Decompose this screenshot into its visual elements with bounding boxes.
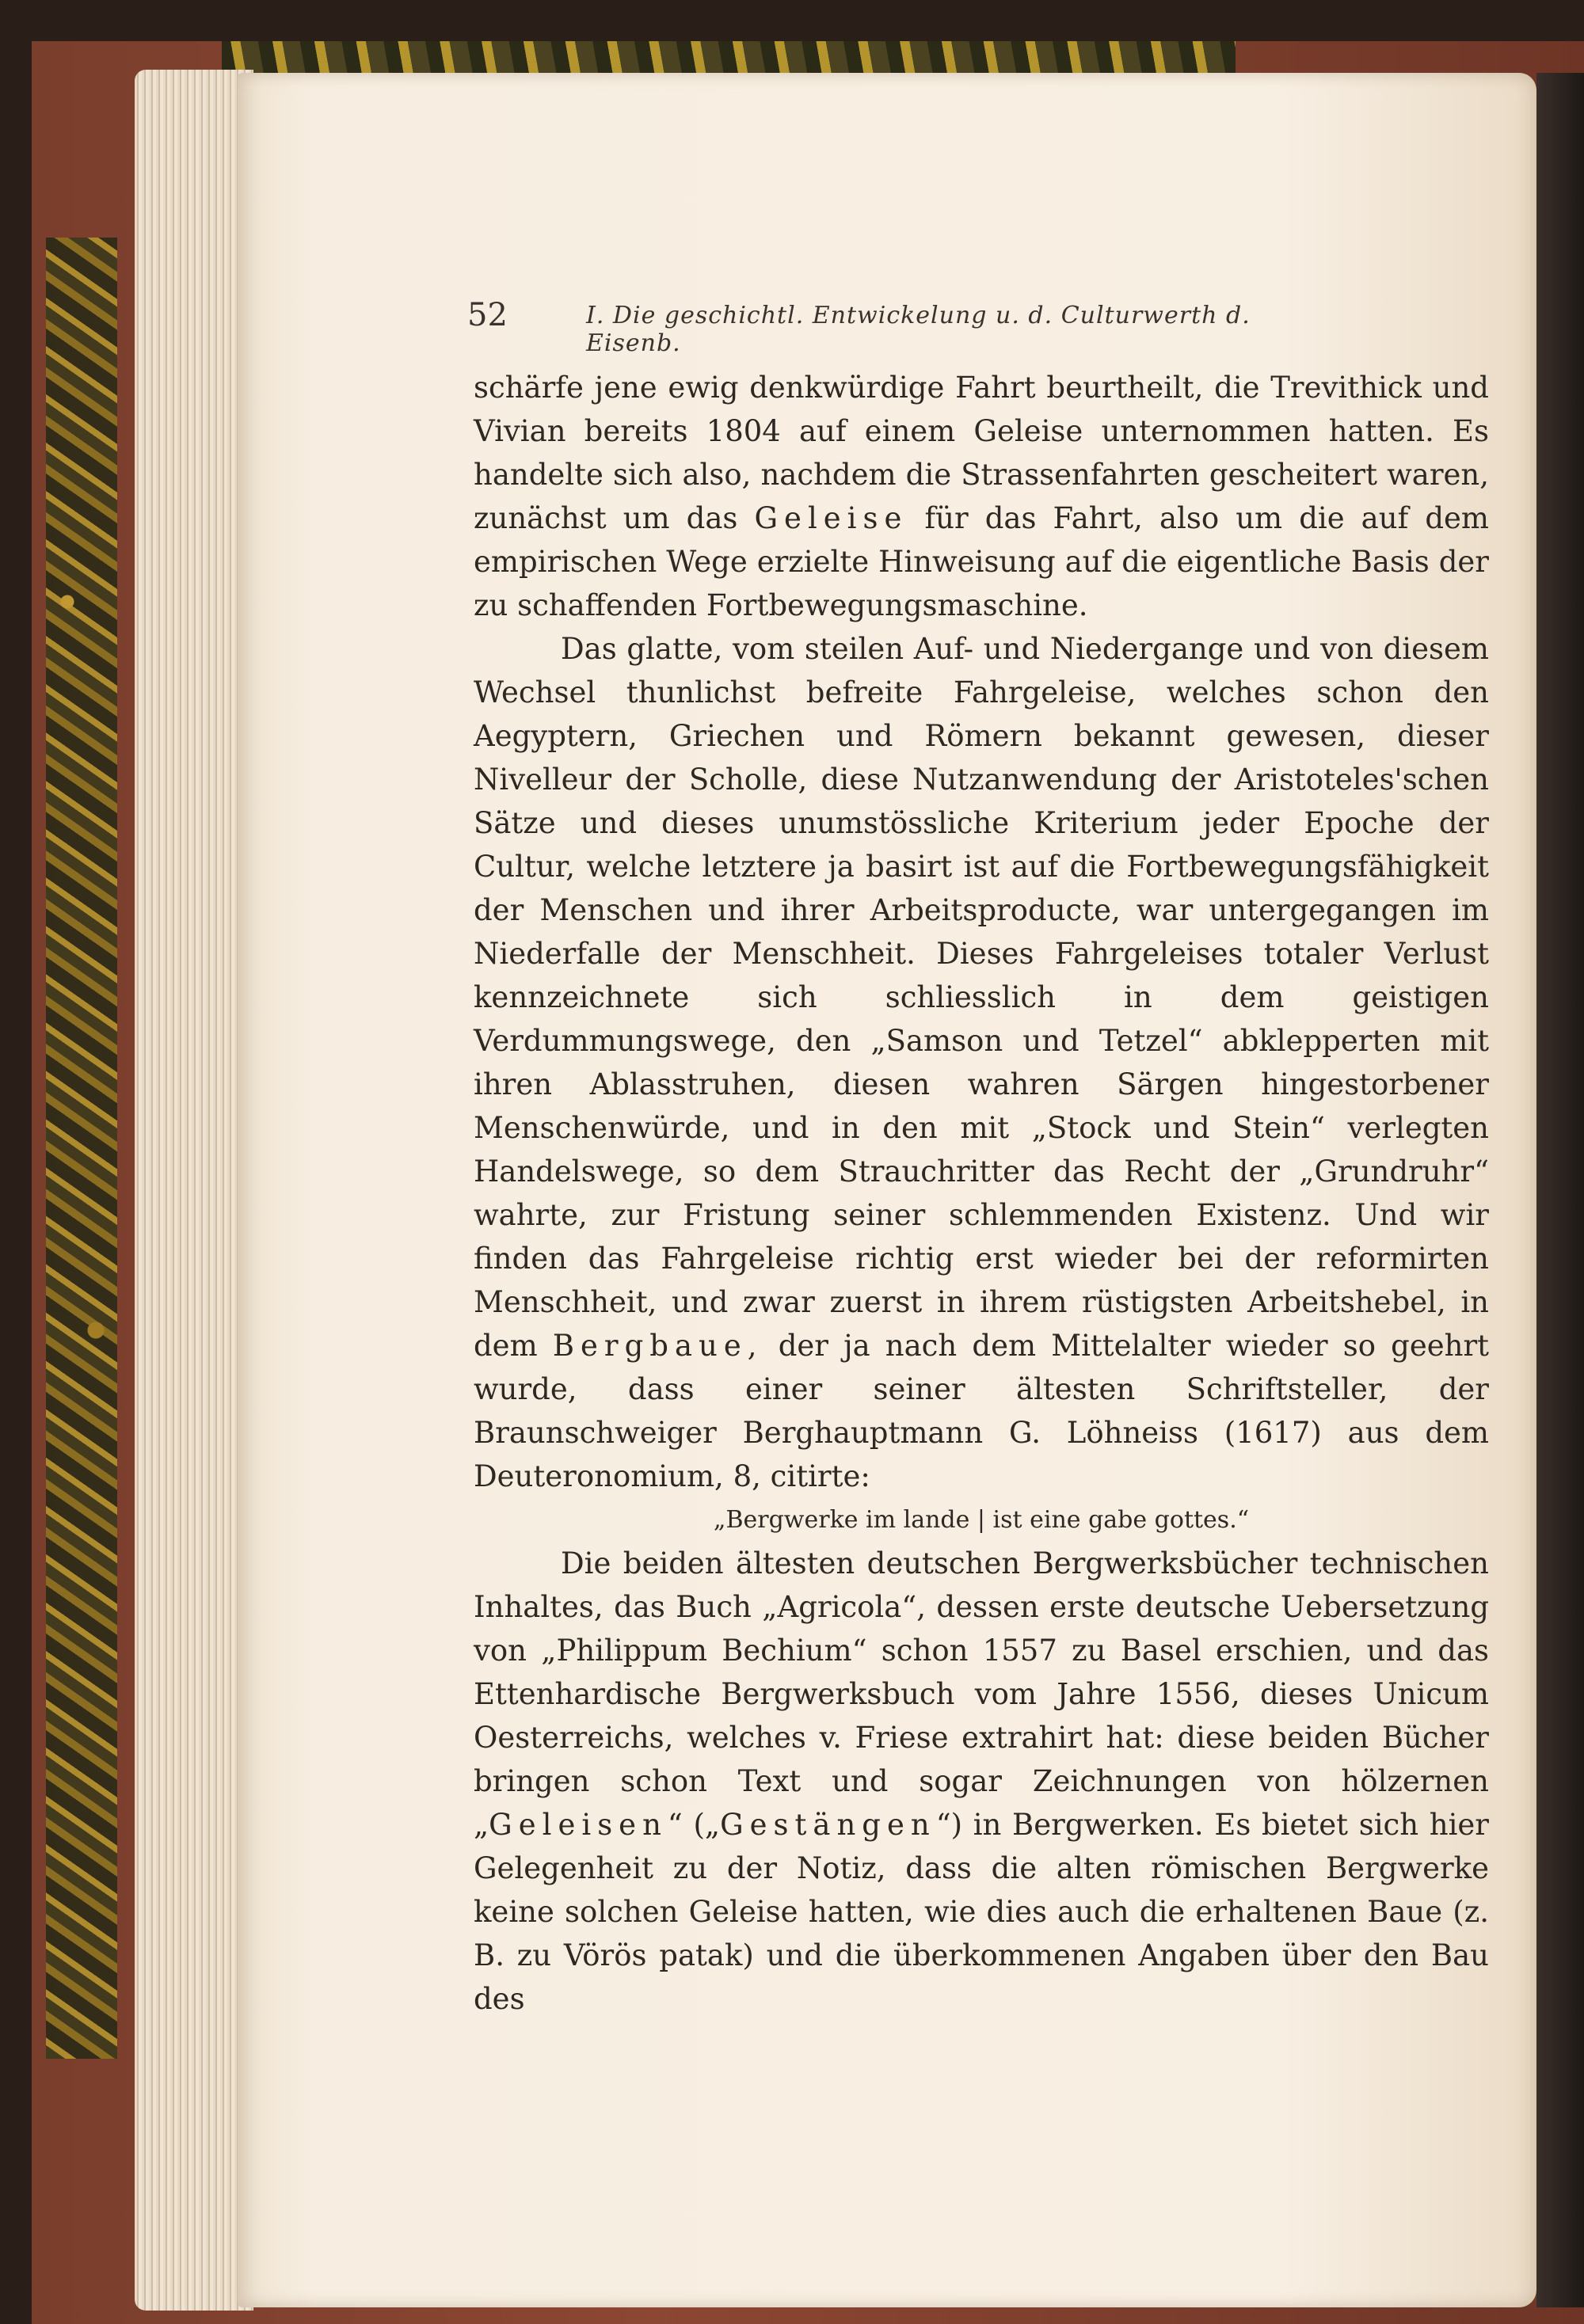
- paragraph-2-end: der ja nach dem Mittelalter wieder so geehrt wurde, dass einer seiner ältesten Schriftsteller, der Braunschweiger Berghauptmann G. Löhneiss (1617) aus dem Deuteronomium, 8, citirte:: [474, 1329, 1489, 1493]
- paragraph-1-end: für das Fahrt, also um die auf dem empirischen Wege erzielte Hinweisung auf die eigentliche Basis der zu schaffenden Fortbewegungsmaschine.: [474, 501, 1489, 622]
- facing-page-edge: [1536, 73, 1584, 2307]
- spaced-word-bergbaue: Bergbaue,: [552, 1329, 763, 1363]
- page-header: [467, 297, 1338, 357]
- page-edges: [135, 70, 253, 2311]
- paragraph-1-text: schärfe jene ewig denkwürdige Fahrt beurtheilt, die Trevithick und Vivian bereits 1804 auf einem Geleise unternommen hatten. Es handelte sich also, nachdem die Strassenfahrten gescheitert waren, zunächst um das: [474, 371, 1489, 535]
- marbled-edge-top: [222, 41, 1236, 73]
- paragraph-2-text: Das glatte, vom steilen Auf- und Niedergange und von diesem Wechsel thunlichst befreite Fahrgeleise, welches schon den Aegyptern, Griechen und Römern bekannt gewesen, dieser Nivelleur der Scholle, diese Nutzanwendung der Aristoteles'schen Sätze und dieses unumstössliche Kriterium jeder Epoche der Cultur, welche letztere ja basirt ist auf die Fortbewegungsfähigkeit der Menschen und ihrer Arbeitsproducte, war untergegangen im Niederfalle der Menschheit. Dieses Fahrgeleises totaler Verlust kennzeichnete sich schliesslich in dem geistigen Verdummungswege, den „Samson und Tetzel“ abklepperten mit ihren Ablasstruhen, diesen wahren Särgen hingestorbener Menschenwürde, und in den mit „Stock und Stein“ verlegten Handelswege, so dem Strauchritter das Recht der „Grundruhr“ wahrte, zur Fristung seiner schlemmenden Existenz. Und wir finden das Fahrgeleise richtig erst wieder bei der reformirten Menschheit, und zwar zuerst in ihrem rüstigsten Arbeitshebel, in dem: [474, 632, 1489, 1363]
- page-number: 52: [467, 297, 508, 333]
- marbled-endpaper: [46, 238, 117, 2059]
- paragraph-1: [474, 366, 1489, 627]
- spaced-word-gestaengen: Gestängen: [720, 1808, 936, 1842]
- spaced-word-geleisen: Geleisen: [489, 1808, 668, 1842]
- paragraph-3: [474, 1542, 1489, 2021]
- spaced-word-geleise: Geleise: [754, 501, 908, 535]
- paragraph-2: [474, 627, 1489, 1498]
- blackletter-quote: „Bergwerke im lande | ist eine gabe gottes.“: [713, 1506, 1250, 1534]
- running-head: I. Die geschichtl. Entwickelung u. d. Culturwerth d. Eisenb.: [586, 302, 1251, 357]
- paragraph-3-mid: “ („: [667, 1808, 721, 1842]
- paragraph-3-end: “) in Bergwerken. Es bietet sich hier Gelegenheit zu der Notiz, dass die alten römischen Bergwerke keine solchen Geleise hatten, wie dies auch die erhaltenen Baue (z. B. zu Vörös patak) und die überkommenen Angaben über den Bau des: [474, 1808, 1489, 2016]
- paragraph-3-text: Die beiden ältesten deutschen Bergwerksbücher technischen Inhaltes, das Buch „Agricola“, dessen erste deutsche Uebersetzung von „Philippum Bechium“ schon 1557 zu Basel erschien, und das Ettenhardische Bergwerksbuch vom Jahre 1556, dieses Unicum Oesterreichs, welches v. Friese extrahirt hat: diese beiden Bücher bringen schon Text und sogar Zeichnungen von hölzernen „: [474, 1546, 1489, 1842]
- body-text: [474, 366, 1489, 2021]
